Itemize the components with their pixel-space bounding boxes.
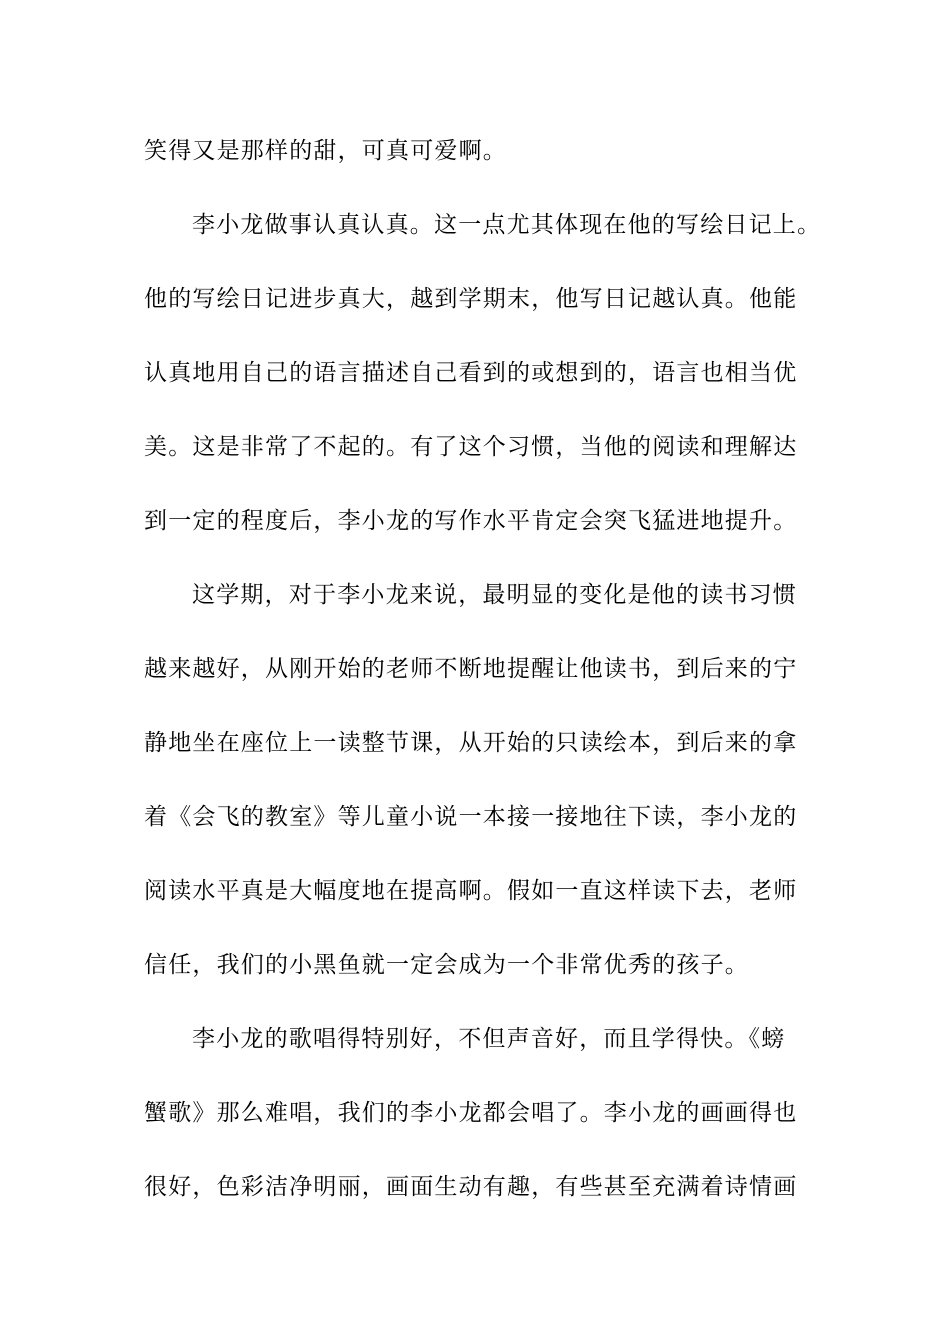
text-line: 着《会飞的教室》等儿童小说一本接一接地往下读，李小龙的: [144, 804, 798, 830]
text-line: 美。这是非常了不起的。有了这个习惯，当他的阅读和理解达: [144, 434, 798, 460]
text-line: 阅读水平真是大幅度地在提高啊。假如一直这样读下去，老师: [144, 878, 798, 904]
text-line: 笑得又是那样的甜，可真可爱啊。: [144, 138, 507, 164]
text-line: 越来越好，从刚开始的老师不断地提醒让他读书，到后来的宁: [144, 656, 798, 682]
text-line: 到一定的程度后，李小龙的写作水平肯定会突飞猛进地提升。: [144, 508, 798, 534]
text-line: 蟹歌》那么难唱，我们的李小龙都会唱了。李小龙的画画得也: [144, 1100, 798, 1126]
text-line: 静地坐在座位上一读整节课，从开始的只读绘本，到后来的拿: [144, 730, 798, 756]
text-line: 他的写绘日记进步真大，越到学期末，他写日记越认真。他能: [144, 286, 798, 312]
text-line: 李小龙的歌唱得特别好，不但声音好，而且学得快。《螃: [192, 1026, 786, 1052]
text-line: 很好，色彩洁净明丽，画面生动有趣，有些甚至充满着诗情画: [144, 1174, 798, 1200]
text-line: 认真地用自己的语言描述自己看到的或想到的，语言也相当优: [144, 360, 798, 386]
document-body: [144, 126, 822, 1236]
text-line: 这学期，对于李小龙来说，最明显的变化是他的读书习惯: [192, 582, 797, 608]
text-line: 信任，我们的小黑鱼就一定会成为一个非常优秀的孩子。: [144, 952, 749, 978]
text-line: 李小龙做事认真认真。这一点尤其体现在他的写绘日记上。: [192, 212, 822, 238]
